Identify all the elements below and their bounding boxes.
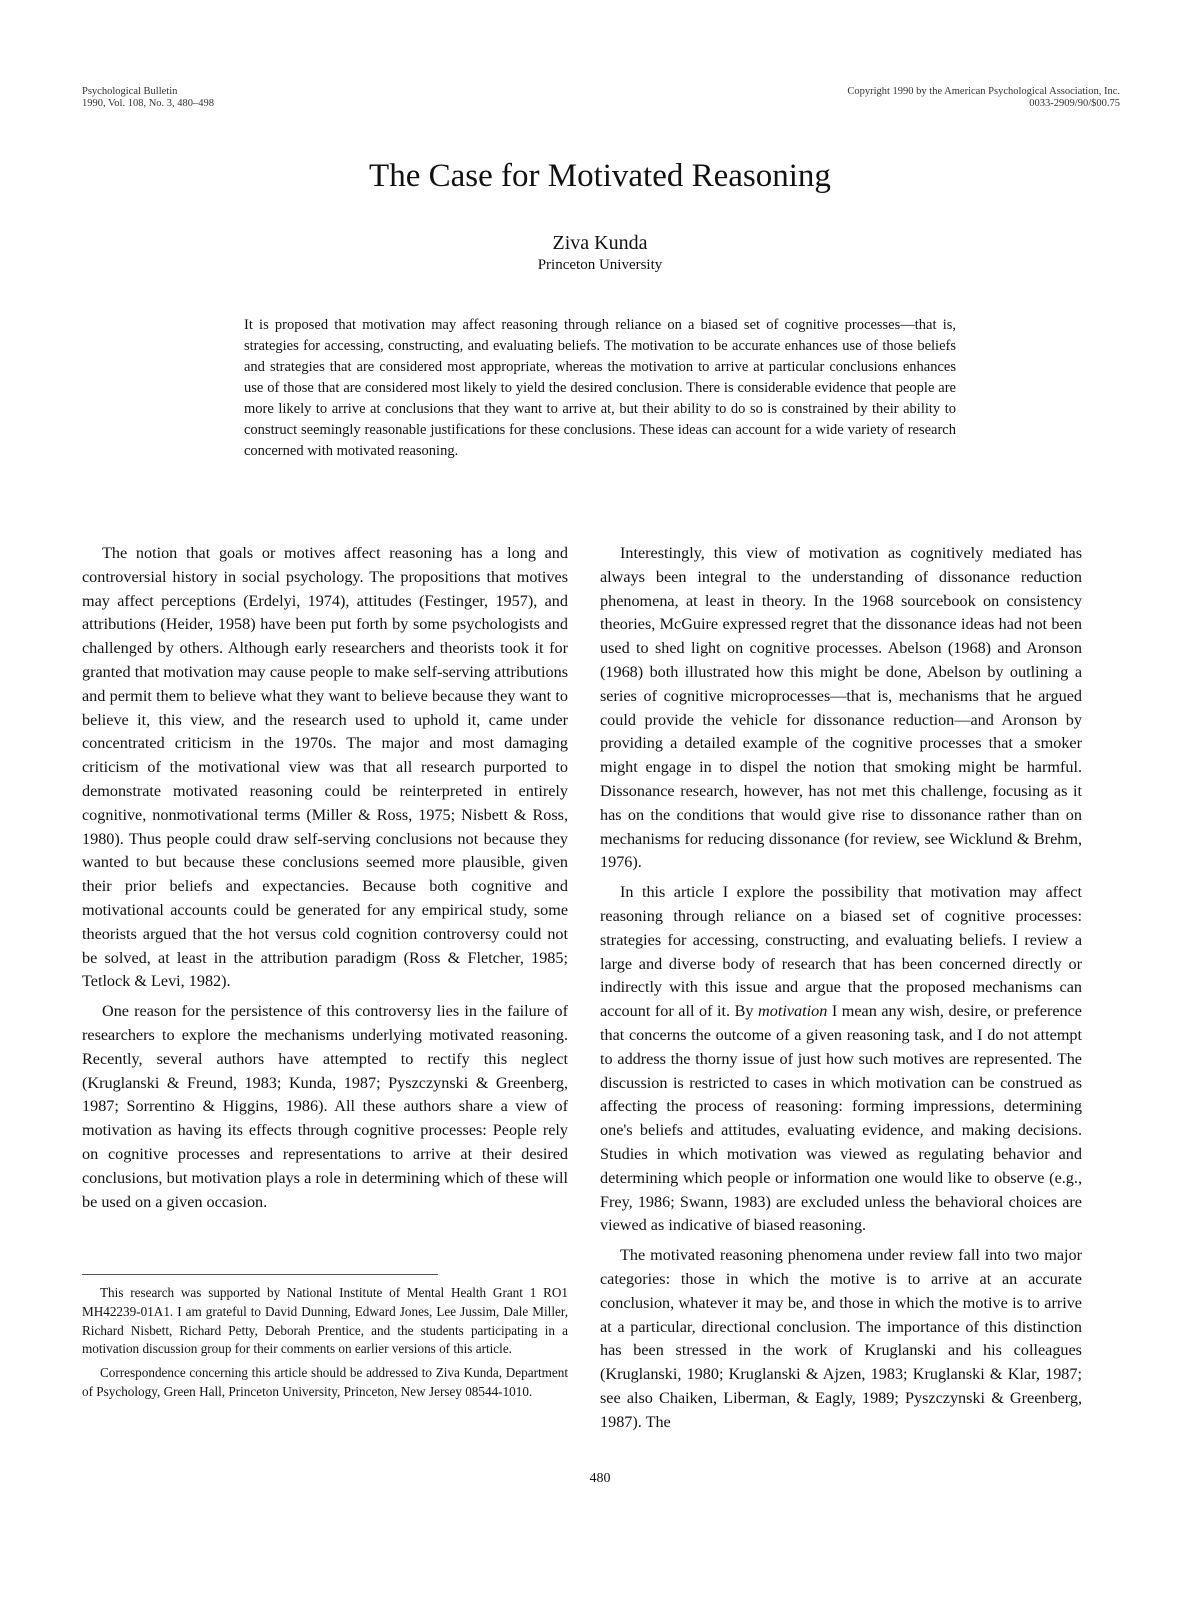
copyright-notice: Copyright 1990 by the American Psychological Association, Inc.	[847, 86, 1120, 97]
body-paragraph	[600, 881, 1082, 1238]
body-paragraph: The motivated reasoning phenomena under review fall into two major categories: those in which the motive is to arrive at an accurate conclusion, whatever it may be, and those in which the motive is to arrive at a particular, directional conclusion. The importance of this distinction has been stressed in the work of Kruglanski and his colleagues (Kruglanski, 1980; Kruglanski & Ajzen, 1983; Kruglanski & Klar, 1987; see also Chaiken, Liberman, & Eagly, 1989; Pyszczynski & Greenberg, 1987). The	[600, 1246, 1082, 1431]
right-column	[600, 542, 1082, 1440]
article-title: The Case for Motivated Reasoning	[369, 158, 831, 194]
abstract: It is proposed that motivation may affect reasoning through reliance on a biased set of cognitive processes—that is, strategies for accessing, constructing, and evaluating beliefs. The motivation to be accurate enhances use of those beliefs and strategies that are considered most appropriate, whereas the motivation to arrive at particular conclusions enhances use of those that are considered most likely to yield the desired conclusion. There is considerable evidence that people are more likely to arrive at conclusions that they want to arrive at, but their ability to do so is constrained by their ability to construct seemingly reasonable justifications for these conclusions. These ideas can account for a wide variety of research concerned with motivated reasoning.	[244, 317, 956, 459]
emphasized-term: motivation	[758, 1002, 828, 1021]
footnote-divider	[82, 1274, 438, 1275]
article-code: 0033-2909/90/$00.75	[1029, 98, 1120, 109]
journal-header	[82, 86, 214, 110]
page-number: 480	[589, 1471, 611, 1486]
copyright-header	[847, 86, 1120, 110]
footnote: Correspondence concerning this article should be addressed to Ziva Kunda, Department of Psychology, Green Hall, Princeton University, Princeton, New Jersey 08544-1010.	[82, 1365, 568, 1399]
author-name: Ziva Kunda	[552, 232, 648, 254]
body-paragraph: The notion that goals or motives affect reasoning has a long and controversial history in social psychology. The propositions that motives may affect perceptions (Erdelyi, 1974), attitudes (Festinger, 1957), and attributions (Heider, 1958) have been put forth by some psychologists and challenged by others. Although early researchers and theorists took it for granted that motivation may cause people to make self-serving attributions and permit them to believe what they want to believe because they want to believe it, this view, and the research used to uphold it, came under concentrated criticism in the 1970s. The major and most damaging criticism of the motivational view was that all research purported to demonstrate motivated reasoning could be reinterpreted in entirely cognitive, nonmotivational terms (Miller & Ross, 1975; Nisbett & Ross, 1980). Thus people could draw self-serving conclusions not because they wanted to but because these conclusions seemed more plausible, given their prior beliefs and expectancies. Because both cognitive and motivational accounts could be generated for any empirical study, some theorists argued that the hot versus cold cognition controversy could not be solved, at least in the attribution paradigm (Ross & Fletcher, 1985; Tetlock & Levi, 1982).	[82, 544, 568, 991]
footnotes	[82, 1284, 568, 1407]
journal-name: Psychological Bulletin	[82, 86, 178, 97]
author-affiliation: Princeton University	[537, 257, 663, 273]
footnote: This research was supported by National Institute of Mental Health Grant 1 RO1 MH42239-01A1. I am grateful to David Dunning, Edward Jones, Lee Jussim, Dale Miller, Richard Nisbett, Richard Petty, Deborah Prentice, and the students participating in a motivation discussion group for their comments on earlier versions of this article.	[82, 1285, 568, 1357]
body-paragraph: One reason for the persistence of this controversy lies in the failure of researchers to explore the mechanisms underlying motivated reasoning. Recently, several authors have attempted to rectify this neglect (Kruglanski & Freund, 1983; Kunda, 1987; Pyszczynski & Greenberg, 1987; Sorrentino & Higgins, 1986). All these authors share a view of motivation as having its effects through cognitive processes: People rely on cognitive processes and representations to arrive at their desired conclusions, but motivation plays a role in determining which of these will be used on a given occasion.	[82, 1002, 568, 1211]
left-column	[82, 542, 568, 1220]
paragraph-text: I mean any wish, desire, or preference that concerns the outcome of a given reasoning task, and I do not attempt to address the thorny issue of just how such motives are represented. The discussion is restricted to cases in which motivation can be construed as affecting the process of reasoning: forming impressions, determining one's beliefs and attitudes, evaluating evidence, and making decisions. Studies in which motivation was viewed as regulating behavior and determining which people or information one would like to observe (e.g., Frey, 1986; Swann, 1983) are excluded unless the behavioral choices are viewed as indicative of biased reasoning.	[600, 1002, 1082, 1235]
body-paragraph: Interestingly, this view of motivation as cognitively mediated has always been integral to the understanding of dissonance reduction phenomena, at least in theory. In the 1968 sourcebook on consistency theories, McGuire expressed regret that the dissonance ideas had not been used to shed light on cognitive processes. Abelson (1968) and Aronson (1968) both illustrated how this might be done, Abelson by outlining a series of cognitive microprocesses—that is, mechanisms that he argued could provide the vehicle for dissonance reduction—and Aronson by providing a detailed example of the cognitive processes that a smoker might engage in to dispel the notion that smoking might be harmful. Dissonance research, however, has not met this challenge, focusing as it has on the conditions that would give rise to dissonance rather than on mechanisms for reducing dissonance (for review, see Wicklund & Brehm, 1976).	[600, 544, 1082, 872]
paragraph-text: In this article I explore the possibility that motivation may affect reasoning through reliance on a biased set of cognitive processes: strategies for accessing, constructing, and evaluating beliefs. I review a large and diverse body of research that has been concerned directly or indirectly with this issue and argue that the proposed mechanisms can account for all of it. By	[600, 883, 1082, 1021]
journal-citation: 1990, Vol. 108, No. 3, 480–498	[82, 98, 215, 109]
